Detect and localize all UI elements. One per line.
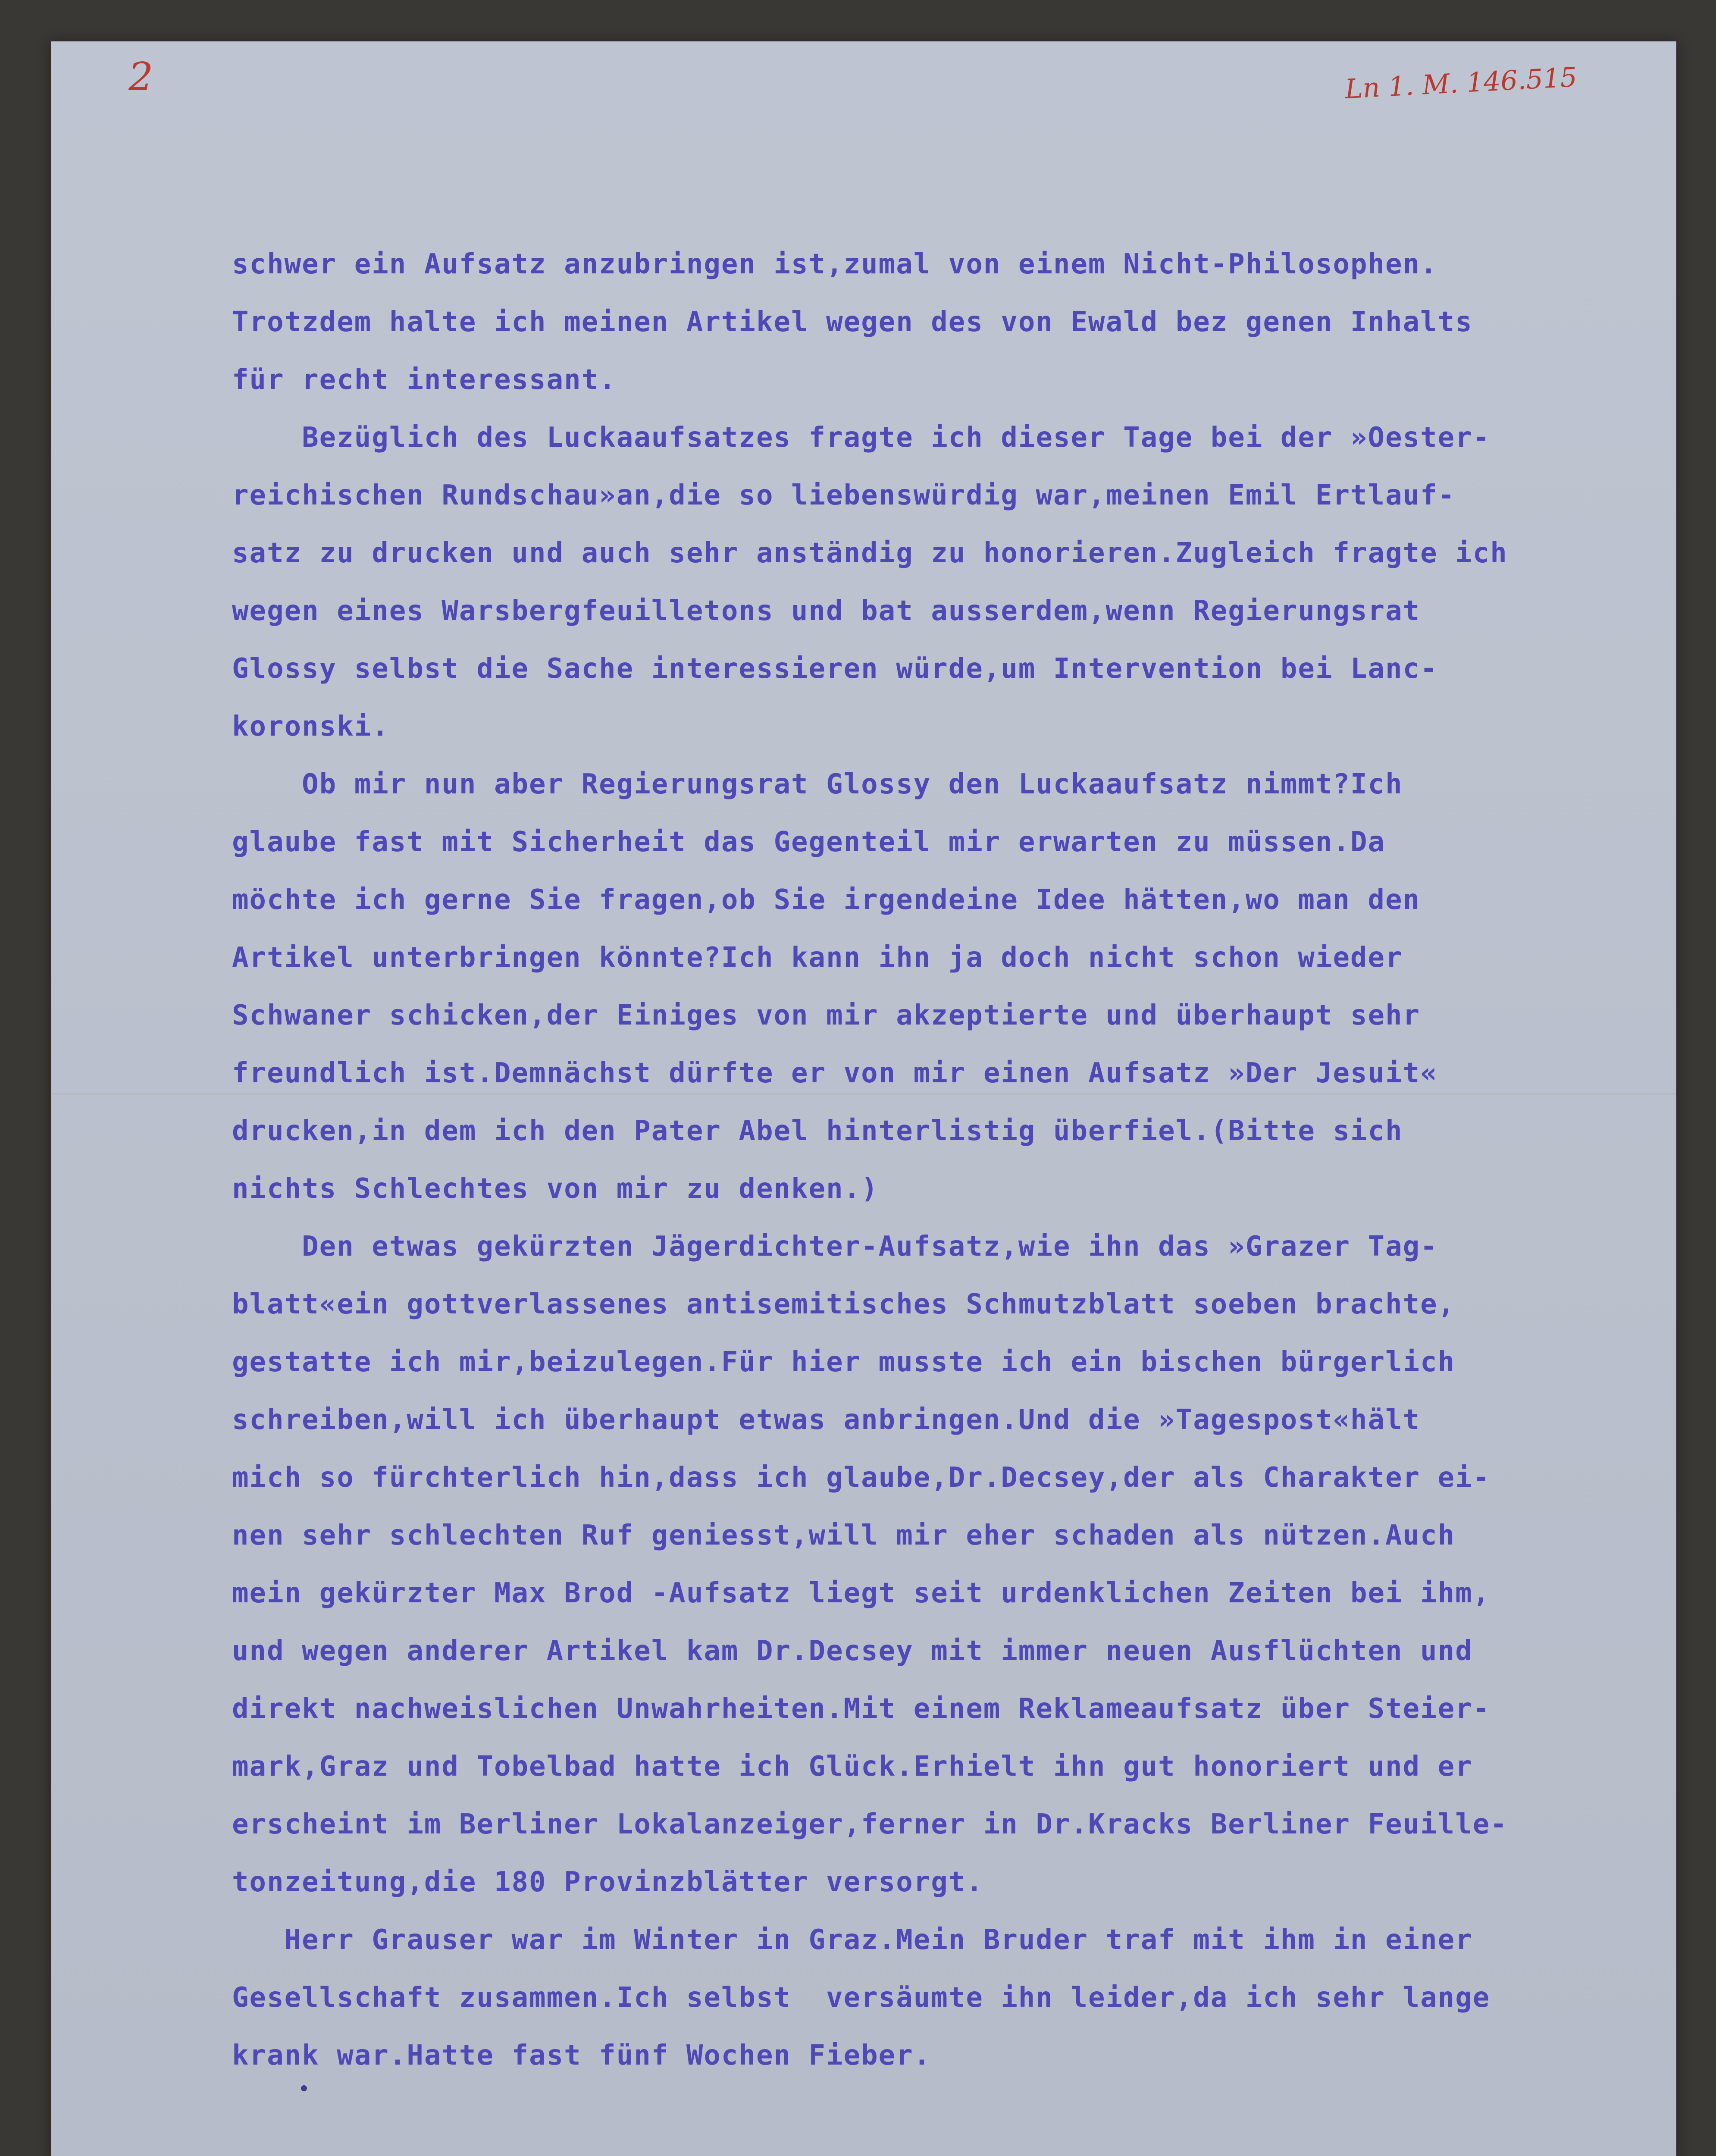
- text-line: Ob mir nun aber Regierungsrat Glossy den Luckaaufsatz nimmt?Ich: [232, 768, 1403, 800]
- text-line: schwer ein Aufsatz anzubringen ist,zumal von einem Nicht-Philosophen.: [232, 248, 1438, 280]
- ink-mark: [301, 2085, 307, 2091]
- text-line: Trotzdem halte ich meinen Artikel wegen des von Ewald bez genen Inhalts: [232, 306, 1473, 338]
- text-line: blatt«ein gottverlassenes antisemitisches Schmutzblatt soeben brachte,: [232, 1288, 1456, 1320]
- letter-paragraph: [232, 1911, 1681, 2084]
- text-line: Gesellschaft zusammen.Ich selbst versäumte ihn leider,da ich sehr lange: [232, 1982, 1491, 2014]
- text-line: mein gekürzter Max Brod -Aufsatz liegt seit urdenklichen Zeiten bei ihm,: [232, 1577, 1491, 1609]
- letter-paragraph: [232, 1218, 1681, 1911]
- text-line: Den etwas gekürzten Jägerdichter-Aufsatz,wie ihn das »Grazer Tag-: [232, 1231, 1438, 1263]
- text-line: möchte ich gerne Sie fragen,ob Sie irgendeine Idee hätten,wo man den: [232, 884, 1421, 916]
- text-line: und wegen anderer Artikel kam Dr.Decsey mit immer neuen Ausflüchten und: [232, 1635, 1473, 1667]
- letter-paragraph: [232, 409, 1681, 755]
- archive-reference: Ln 1. M. 146.515: [1344, 61, 1578, 105]
- text-line: reichischen Rundschau»an,die so liebenswürdig war,meinen Emil Ertlauf-: [232, 479, 1456, 511]
- text-line: für recht interessant.: [232, 364, 617, 396]
- text-line: drucken,in dem ich den Pater Abel hinterlistig überfiel.(Bitte sich: [232, 1115, 1403, 1147]
- letter-body: [232, 235, 1681, 2084]
- text-line: nichts Schlechtes von mir zu denken.): [232, 1173, 879, 1205]
- text-line: Glossy selbst die Sache interessieren würde,um Intervention bei Lanc-: [232, 653, 1438, 685]
- text-line: gestatte ich mir,beizulegen.Für hier musste ich ein bischen bürgerlich: [232, 1346, 1456, 1378]
- text-line: erscheint im Berliner Lokalanzeiger,ferner in Dr.Kracks Berliner Feuille-: [232, 1808, 1508, 1840]
- text-line: Artikel unterbringen könnte?Ich kann ihn ja doch nicht schon wieder: [232, 942, 1403, 974]
- text-line: freundlich ist.Demnächst dürfte er von mir einen Aufsatz »Der Jesuit«: [232, 1057, 1438, 1089]
- text-line: nen sehr schlechten Ruf geniesst,will mir eher schaden als nützen.Auch: [232, 1520, 1456, 1551]
- text-line: tonzeitung,die 180 Provinzblätter versorgt.: [232, 1866, 983, 1898]
- text-line: Schwaner schicken,der Einiges von mir akzeptierte und überhaupt sehr: [232, 1000, 1421, 1031]
- letter-paragraph: [232, 755, 1681, 1218]
- text-line: mark,Graz und Tobelbad hatte ich Glück.Erhielt ihn gut honoriert und er: [232, 1751, 1473, 1783]
- letter-page: [51, 41, 1676, 2156]
- text-line: satz zu drucken und auch sehr anständig zu honorieren.Zugleich fragte ich: [232, 537, 1508, 569]
- text-line: mich so fürchterlich hin,dass ich glaube,Dr.Decsey,der als Charakter ei-: [232, 1462, 1491, 1494]
- text-line: krank war.Hatte fast fünf Wochen Fieber.: [232, 2040, 931, 2071]
- text-line: Bezüglich des Luckaaufsatzes fragte ich dieser Tage bei der »Oester-: [232, 422, 1491, 454]
- text-line: koronski.: [232, 711, 389, 743]
- text-line: Herr Grauser war im Winter in Graz.Mein Bruder traf mit ihm in einer: [232, 1924, 1473, 1956]
- page-number: 2: [128, 54, 153, 100]
- text-line: direkt nachweislichen Unwahrheiten.Mit einem Reklameaufsatz über Steier-: [232, 1693, 1491, 1725]
- letter-paragraph: [232, 235, 1681, 409]
- text-line: wegen eines Warsbergfeuilletons und bat ausserdem,wenn Regierungsrat: [232, 595, 1421, 627]
- text-line: glaube fast mit Sicherheit das Gegenteil mir erwarten zu müssen.Da: [232, 826, 1386, 858]
- text-line: schreiben,will ich überhaupt etwas anbringen.Und die »Tagespost«hält: [232, 1404, 1421, 1436]
